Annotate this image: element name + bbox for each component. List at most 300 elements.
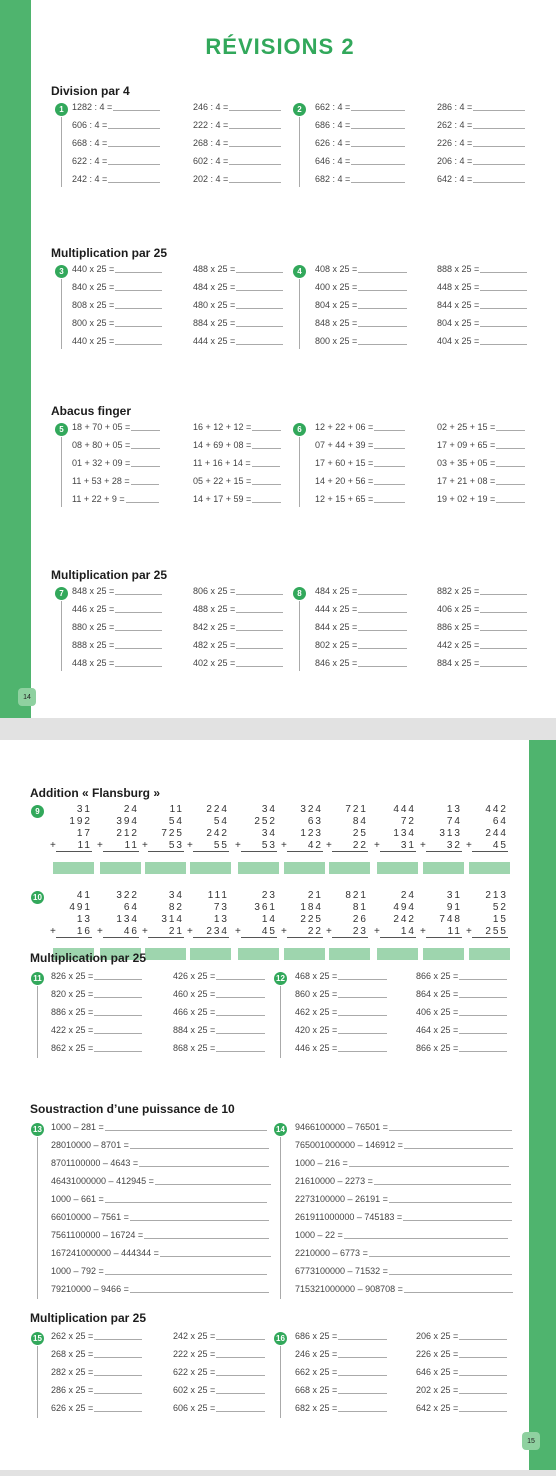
answer-line[interactable] [115, 272, 162, 273]
addend: 725 [161, 828, 184, 839]
answer-line[interactable] [389, 1274, 512, 1275]
answer-line[interactable] [216, 1393, 265, 1394]
exercise-number: 3 [55, 265, 68, 278]
addend: 24 [123, 804, 139, 815]
exercise-text: 79210000 – 9466 = [51, 1284, 129, 1294]
answer-line[interactable] [369, 1256, 510, 1257]
exercise-text: 668 x 25 = [295, 1385, 338, 1395]
exercise-text: 686 x 25 = [295, 1331, 338, 1341]
answer-line[interactable] [236, 612, 283, 613]
exercise-item [295, 1007, 387, 1017]
answer-line[interactable] [94, 1375, 142, 1376]
answer-line[interactable] [252, 448, 281, 449]
answer-line[interactable] [105, 1130, 267, 1131]
answer-line[interactable] [358, 594, 407, 595]
exercise-item [51, 1248, 271, 1258]
answer-line[interactable] [113, 110, 160, 111]
answer-box[interactable] [190, 862, 231, 874]
exercise-item [437, 658, 527, 668]
answer-line[interactable] [374, 484, 405, 485]
answer-line[interactable] [480, 666, 527, 667]
exercise-item [173, 1385, 265, 1395]
answer-line[interactable] [389, 1130, 512, 1131]
answer-box[interactable] [53, 862, 94, 874]
exercise-item [193, 440, 281, 450]
answer-line[interactable] [358, 290, 407, 291]
exercise-item [193, 120, 281, 130]
exercise-text: 268 x 25 = [51, 1349, 94, 1359]
addend: 361 [254, 902, 277, 913]
exercise-item [72, 318, 162, 328]
answer-line[interactable] [459, 1051, 507, 1052]
answer-line[interactable] [473, 110, 525, 111]
exercise-text: 202 : 4 = [193, 174, 229, 184]
addition-column [420, 804, 462, 852]
exercise-number: 16 [274, 1332, 287, 1345]
answer-line[interactable] [236, 630, 283, 631]
answer-box[interactable] [469, 948, 510, 960]
exercise-text: 868 x 25 = [173, 1043, 216, 1053]
answer-line[interactable] [473, 164, 525, 165]
exercise-text: 606 x 25 = [173, 1403, 216, 1413]
exercise-item [193, 138, 281, 148]
answer-line[interactable] [374, 466, 405, 467]
answer-line[interactable] [459, 1339, 507, 1340]
answer-line[interactable] [115, 594, 162, 595]
answer-box[interactable] [145, 948, 186, 960]
answer-box[interactable] [100, 862, 141, 874]
exercise-item [72, 120, 160, 130]
answer-box[interactable] [284, 948, 325, 960]
answer-line[interactable] [130, 1148, 269, 1149]
exercise-text: 282 x 25 = [51, 1367, 94, 1377]
answer-box[interactable] [329, 862, 370, 874]
exercise-item [193, 622, 283, 632]
answer-line[interactable] [115, 630, 162, 631]
answer-line[interactable] [236, 272, 283, 273]
exercise-item [315, 640, 407, 650]
addend-last [187, 926, 229, 938]
exercise-item [315, 440, 405, 450]
answer-line[interactable] [252, 466, 281, 467]
exercise-item [437, 640, 527, 650]
addend-value: 53 [261, 840, 277, 851]
answer-line[interactable] [338, 1015, 387, 1016]
answer-line[interactable] [403, 1220, 512, 1221]
plus-sign: + [281, 926, 289, 937]
answer-line[interactable] [459, 1393, 507, 1394]
answer-line[interactable] [459, 1015, 507, 1016]
answer-line[interactable] [94, 1015, 142, 1016]
addend: 82 [168, 902, 184, 913]
addend-last [326, 840, 368, 852]
answer-box[interactable] [145, 862, 186, 874]
answer-line[interactable] [126, 502, 159, 503]
answer-line[interactable] [216, 1015, 265, 1016]
answer-line[interactable] [358, 272, 407, 273]
exercise-text: 426 x 25 = [173, 971, 216, 981]
answer-line[interactable] [374, 1184, 511, 1185]
exercise-item [295, 1367, 387, 1377]
exercise-item [72, 458, 160, 468]
answer-line[interactable] [144, 1238, 269, 1239]
plus-sign: + [326, 840, 334, 851]
answer-line[interactable] [473, 128, 525, 129]
answer-line[interactable] [108, 164, 160, 165]
answer-line[interactable] [216, 979, 265, 980]
exercise-item [437, 494, 525, 504]
exercise-text: 820 x 25 = [51, 989, 94, 999]
answer-line[interactable] [236, 308, 283, 309]
answer-line[interactable] [115, 648, 162, 649]
answer-line[interactable] [358, 666, 407, 667]
exercise-text: 21610000 – 2273 = [295, 1176, 373, 1186]
exercise-item [437, 264, 527, 274]
exercise-item [72, 604, 162, 614]
answer-line[interactable] [252, 484, 281, 485]
answer-line[interactable] [94, 1411, 142, 1412]
addend-last [235, 926, 277, 938]
answer-line[interactable] [229, 164, 281, 165]
answer-line[interactable] [344, 1238, 508, 1239]
answer-line[interactable] [404, 1148, 513, 1149]
answer-line[interactable] [374, 430, 405, 431]
exercise-item [315, 658, 407, 668]
addend: 13 [76, 914, 92, 925]
answer-box[interactable] [377, 862, 418, 874]
answer-line[interactable] [338, 1375, 387, 1376]
exercise-text: 1000 – 792 = [51, 1266, 104, 1276]
addition-column [281, 804, 323, 852]
answer-line[interactable] [236, 648, 283, 649]
exercise-item [437, 156, 525, 166]
exercise-text: 422 x 25 = [51, 1025, 94, 1035]
exercise-text: 1000 – 22 = [295, 1230, 343, 1240]
addend: 74 [446, 816, 462, 827]
answer-line[interactable] [160, 1256, 271, 1257]
green-side-bar [0, 0, 31, 718]
answer-line[interactable] [131, 430, 160, 431]
answer-line[interactable] [389, 1202, 512, 1203]
exercise-item [295, 1140, 513, 1150]
exercise-item [437, 138, 525, 148]
answer-box[interactable] [284, 862, 325, 874]
addend-last [281, 926, 323, 938]
addition-column [466, 890, 508, 938]
exercise-item [193, 494, 281, 504]
section-heading: Addition « Flansburg » [30, 786, 161, 800]
answer-line[interactable] [236, 594, 283, 595]
exercise-item [72, 622, 162, 632]
answer-line[interactable] [115, 290, 162, 291]
exercise-text: 402 x 25 = [193, 658, 236, 668]
addend: 324 [300, 804, 323, 815]
answer-line[interactable] [459, 997, 507, 998]
exercise-text: 442 x 25 = [437, 640, 480, 650]
answer-line[interactable] [216, 1357, 265, 1358]
plus-sign: + [281, 840, 289, 851]
answer-line[interactable] [351, 146, 405, 147]
answer-line[interactable] [130, 1292, 269, 1293]
exercise-text: 17 + 21 + 08 = [437, 476, 496, 486]
exercise-item [51, 1367, 142, 1377]
answer-line[interactable] [473, 182, 525, 183]
answer-line[interactable] [115, 666, 162, 667]
answer-line[interactable] [229, 110, 281, 111]
answer-line[interactable] [459, 1357, 507, 1358]
exercise-text: 886 x 25 = [437, 622, 480, 632]
answer-line[interactable] [351, 182, 405, 183]
answer-line[interactable] [216, 997, 265, 998]
answer-line[interactable] [338, 1411, 387, 1412]
answer-box[interactable] [423, 862, 464, 874]
answer-box[interactable] [238, 862, 279, 874]
answer-line[interactable] [105, 1274, 267, 1275]
answer-line[interactable] [216, 1033, 265, 1034]
divider [280, 1137, 281, 1299]
answer-line[interactable] [358, 630, 407, 631]
answer-line[interactable] [338, 997, 387, 998]
section-heading: Multiplication par 25 [30, 1311, 147, 1325]
exercise-text: 242 x 25 = [173, 1331, 216, 1341]
answer-line[interactable] [338, 1051, 387, 1052]
exercise-text: 444 x 25 = [315, 604, 358, 614]
exercise-item [51, 1176, 271, 1186]
exercise-item [437, 318, 527, 328]
addend-value: 32 [446, 840, 462, 851]
answer-line[interactable] [480, 630, 527, 631]
answer-line[interactable] [131, 484, 160, 485]
answer-line[interactable] [480, 308, 527, 309]
exercise-text: 848 x 25 = [315, 318, 358, 328]
exercise-text: 2210000 – 6773 = [295, 1248, 368, 1258]
answer-line[interactable] [216, 1375, 265, 1376]
answer-line[interactable] [216, 1051, 265, 1052]
answer-line[interactable] [351, 110, 405, 111]
exercise-text: 1000 – 661 = [51, 1194, 104, 1204]
addend-value: 42 [307, 840, 323, 851]
answer-line[interactable] [338, 1033, 387, 1034]
answer-line[interactable] [480, 344, 527, 345]
answer-line[interactable] [480, 648, 527, 649]
section-heading: Multiplication par 25 [51, 246, 168, 260]
answer-line[interactable] [252, 502, 281, 503]
exercise-item [72, 282, 162, 292]
answer-line[interactable] [229, 182, 281, 183]
answer-line[interactable] [229, 146, 281, 147]
answer-line[interactable] [358, 648, 407, 649]
answer-line[interactable] [338, 1339, 387, 1340]
answer-line[interactable] [108, 182, 160, 183]
exercise-text: 765001000000 – 146912 = [295, 1140, 403, 1150]
exercise-item [315, 604, 407, 614]
section-heading: Division par 4 [51, 84, 130, 98]
exercise-text: 18 + 70 + 05 = [72, 422, 131, 432]
answer-line[interactable] [94, 1393, 142, 1394]
answer-line[interactable] [139, 1166, 269, 1167]
exercise-text: 606 : 4 = [72, 120, 108, 130]
answer-box[interactable] [377, 948, 418, 960]
answer-line[interactable] [115, 612, 162, 613]
answer-line[interactable] [459, 1375, 507, 1376]
exercise-number: 12 [274, 972, 287, 985]
answer-box[interactable] [238, 948, 279, 960]
answer-line[interactable] [473, 146, 525, 147]
answer-line[interactable] [351, 128, 405, 129]
addend: 17 [76, 828, 92, 839]
answer-box[interactable] [469, 862, 510, 874]
exercise-item [51, 1212, 269, 1222]
answer-line[interactable] [236, 344, 283, 345]
exercise-number: 15 [31, 1332, 44, 1345]
answer-line[interactable] [496, 484, 525, 485]
page-title: RÉVISIONS 2 [205, 34, 355, 59]
exercise-item [315, 156, 405, 166]
answer-line[interactable] [108, 128, 160, 129]
exercise-item [72, 300, 162, 310]
exercise-item [72, 440, 160, 450]
answer-line[interactable] [480, 326, 527, 327]
answer-line[interactable] [94, 1357, 142, 1358]
answer-line[interactable] [496, 502, 525, 503]
answer-line[interactable] [94, 1033, 142, 1034]
exercise-number: 14 [274, 1123, 287, 1136]
exercise-item [437, 604, 527, 614]
exercise-item [193, 586, 283, 596]
exercise-text: 468 x 25 = [295, 971, 338, 981]
answer-line[interactable] [131, 448, 160, 449]
answer-line[interactable] [338, 979, 387, 980]
answer-line[interactable] [216, 1339, 265, 1340]
addend-value: 16 [76, 926, 92, 937]
answer-line[interactable] [236, 326, 283, 327]
plus-sign: + [420, 840, 428, 851]
exercise-text: 802 x 25 = [315, 640, 358, 650]
answer-line[interactable] [338, 1357, 387, 1358]
answer-box[interactable] [329, 948, 370, 960]
exercise-item [295, 1043, 387, 1053]
answer-line[interactable] [252, 430, 281, 431]
exercise-text: 646 x 25 = [416, 1367, 459, 1377]
page-number: 14 [18, 688, 36, 706]
exercise-item [72, 586, 162, 596]
addend: 212 [116, 828, 139, 839]
answer-line[interactable] [94, 1051, 142, 1052]
answer-line[interactable] [459, 1033, 507, 1034]
addend: 394 [116, 816, 139, 827]
answer-line[interactable] [374, 502, 405, 503]
exercise-text: 642 : 4 = [437, 174, 473, 184]
exercise-text: 460 x 25 = [173, 989, 216, 999]
answer-line[interactable] [130, 1220, 269, 1221]
answer-line[interactable] [338, 1393, 387, 1394]
answer-line[interactable] [496, 466, 525, 467]
exercise-text: 46431000000 – 412945 = [51, 1176, 154, 1186]
answer-line[interactable] [236, 290, 283, 291]
addend-value: 234 [206, 926, 229, 937]
answer-line[interactable] [229, 128, 281, 129]
addend: 72 [400, 816, 416, 827]
answer-line[interactable] [358, 612, 407, 613]
addend: 213 [485, 890, 508, 901]
exercise-item [295, 1212, 512, 1222]
exercise-item [437, 120, 525, 130]
answer-line[interactable] [108, 146, 160, 147]
answer-line[interactable] [404, 1292, 513, 1293]
addition-column [374, 804, 416, 852]
exercise-text: 466 x 25 = [173, 1007, 216, 1017]
answer-line[interactable] [236, 666, 283, 667]
exercise-item [193, 156, 281, 166]
answer-box[interactable] [423, 948, 464, 960]
exercise-item [51, 1043, 142, 1053]
addend-last [97, 840, 139, 852]
exercise-text: 715321000000 – 908708 = [295, 1284, 403, 1294]
answer-line[interactable] [94, 997, 142, 998]
exercise-text: 14 + 17 + 59 = [193, 494, 252, 504]
exercise-text: 646 : 4 = [315, 156, 351, 166]
answer-line[interactable] [349, 1166, 509, 1167]
exercise-text: 448 x 25 = [437, 282, 480, 292]
exercise-text: 848 x 25 = [72, 586, 115, 596]
section-heading: Multiplication par 25 [30, 951, 147, 965]
answer-line[interactable] [105, 1202, 267, 1203]
exercise-text: 806 x 25 = [193, 586, 236, 596]
exercise-text: 1000 – 281 = [51, 1122, 104, 1132]
addend-value: 53 [168, 840, 184, 851]
addend: 25 [352, 828, 368, 839]
answer-line[interactable] [115, 308, 162, 309]
answer-line[interactable] [358, 326, 407, 327]
answer-line[interactable] [155, 1184, 271, 1185]
answer-line[interactable] [216, 1411, 265, 1412]
addend: 748 [439, 914, 462, 925]
answer-line[interactable] [351, 164, 405, 165]
exercise-item [315, 138, 405, 148]
exercise-item [295, 1284, 513, 1294]
answer-line[interactable] [115, 344, 162, 345]
exercise-item [315, 336, 407, 346]
exercise-text: 14 + 69 + 08 = [193, 440, 252, 450]
answer-line[interactable] [358, 344, 407, 345]
answer-line[interactable] [480, 594, 527, 595]
answer-line[interactable] [480, 612, 527, 613]
answer-line[interactable] [459, 1411, 507, 1412]
answer-line[interactable] [480, 290, 527, 291]
answer-line[interactable] [496, 448, 525, 449]
exercise-number: 7 [55, 587, 68, 600]
answer-line[interactable] [115, 326, 162, 327]
answer-line[interactable] [459, 979, 507, 980]
answer-line[interactable] [131, 466, 160, 467]
answer-line[interactable] [94, 979, 142, 980]
exercise-text: 626 x 25 = [51, 1403, 94, 1413]
exercise-text: 261911000000 – 745183 = [295, 1212, 403, 1222]
answer-line[interactable] [480, 272, 527, 273]
answer-line[interactable] [358, 308, 407, 309]
exercise-text: 246 x 25 = [295, 1349, 338, 1359]
exercise-text: 17 + 09 + 65 = [437, 440, 496, 450]
exercise-text: 462 x 25 = [295, 1007, 338, 1017]
exercise-text: 844 x 25 = [315, 622, 358, 632]
answer-line[interactable] [496, 430, 525, 431]
answer-line[interactable] [374, 448, 405, 449]
addend-value: 45 [261, 926, 277, 937]
exercise-item [72, 264, 162, 274]
answer-line[interactable] [94, 1339, 142, 1340]
exercise-item [416, 1403, 507, 1413]
answer-box[interactable] [190, 948, 231, 960]
